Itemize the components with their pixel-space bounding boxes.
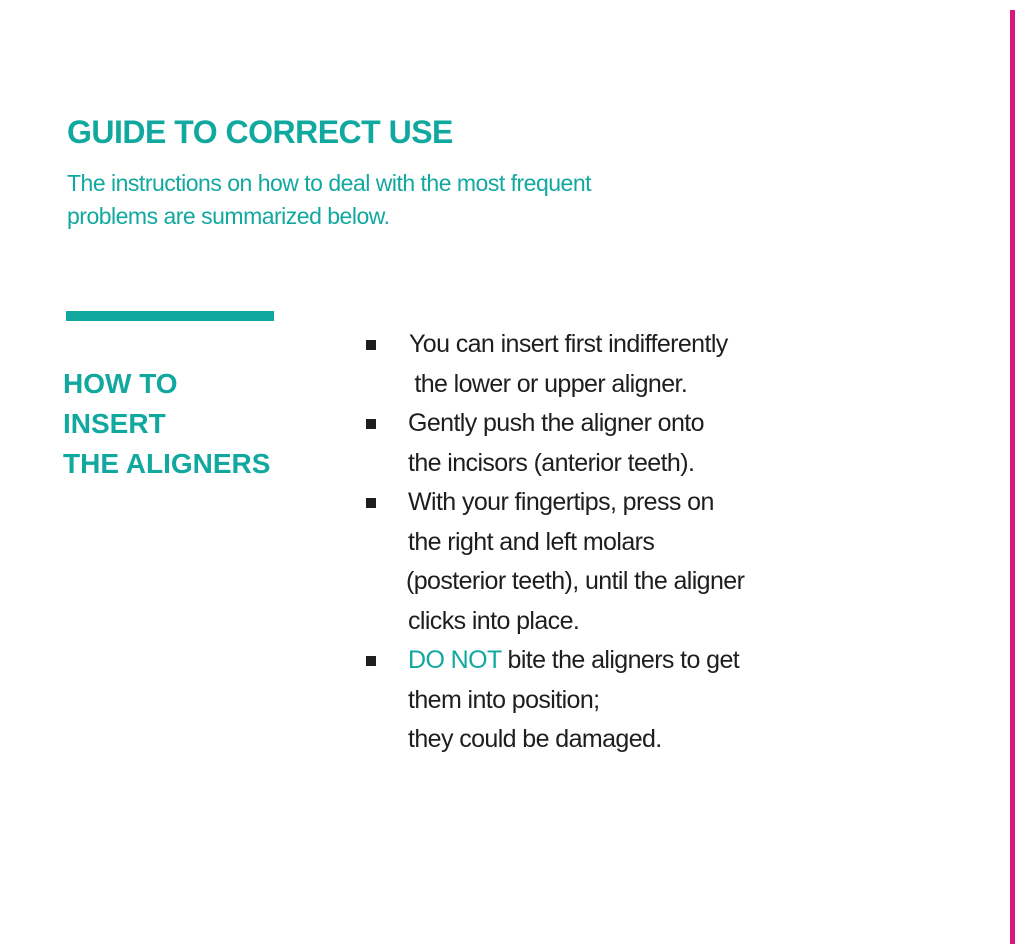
section-title (63, 364, 270, 484)
step-line: the incisors (anterior teeth). (408, 448, 695, 477)
section-title-line: THE ALIGNERS (63, 448, 271, 479)
step-line: the right and left molars (408, 527, 655, 556)
step-line-text: bite the aligners to get (501, 646, 740, 674)
magenta-edge-bar (1010, 10, 1015, 944)
step-line: clicks into place. (408, 606, 580, 635)
step-line: Gently push the aligner onto (408, 409, 704, 437)
square-bullet-icon (366, 419, 376, 429)
do-not-highlight: DO NOT (408, 646, 502, 674)
step-line: they could be damaged. (408, 725, 662, 753)
intro-text (67, 167, 667, 233)
square-bullet-icon (366, 498, 376, 508)
step-item (366, 483, 806, 641)
step-item (366, 404, 806, 483)
section-divider (66, 311, 274, 321)
square-bullet-icon (366, 656, 376, 666)
intro-line: The instructions on how to deal with the most frequent (67, 170, 592, 196)
steps-list (366, 325, 806, 760)
section-title-line: HOW TO (63, 368, 178, 399)
square-bullet-icon (366, 340, 376, 350)
section-title-line: INSERT (63, 408, 166, 439)
step-item (366, 641, 806, 760)
page-title: GUIDE TO CORRECT USE (67, 114, 453, 150)
step-line: (posterior teeth), until the aligner (406, 567, 745, 595)
step-line: the lower or upper aligner. (408, 369, 688, 398)
step-line: them into position; (408, 685, 600, 714)
step-line: With your fingertips, press on (408, 488, 714, 516)
step-item (366, 325, 806, 404)
intro-line: problems are summarized below. (67, 203, 390, 229)
step-line (408, 641, 806, 681)
step-line: You can insert first indifferently (409, 330, 728, 358)
